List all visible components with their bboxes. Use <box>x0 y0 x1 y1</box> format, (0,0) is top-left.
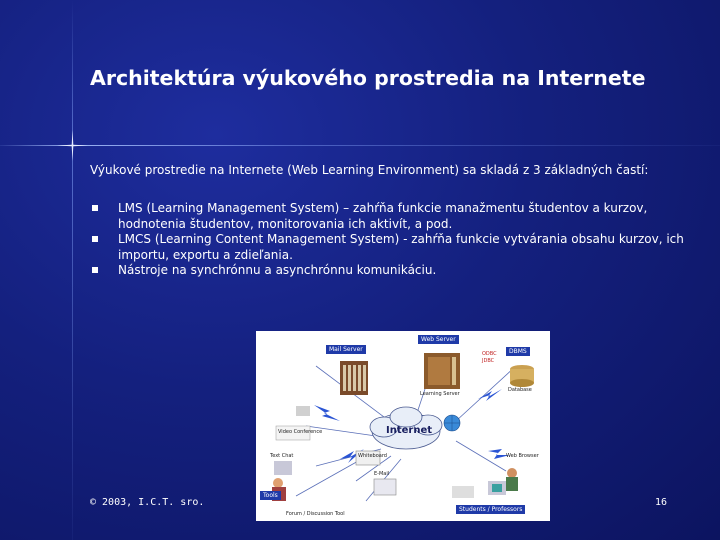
intro-text: Výukové prostredie na Internete (Web Learning Environment) sa skladá z 3 základných častí: <box>90 163 649 177</box>
bullet-item <box>90 232 690 263</box>
forum-label: Forum / Discussion Tool <box>286 511 345 517</box>
e-mail-label: E-Mail <box>374 471 390 477</box>
web-server-label: Web Server <box>418 335 459 344</box>
decorative-vertical-line <box>72 0 73 540</box>
dbms-label: DBMS <box>506 347 530 356</box>
architecture-diagram <box>256 331 550 521</box>
whiteboard-label: Whiteboard <box>358 453 387 459</box>
text-chat-label: Text Chat <box>270 453 294 459</box>
page-number: 16 <box>655 497 668 508</box>
square-bullet-icon <box>92 236 98 242</box>
bullet-text: LMCS (Learning Content Management System) - zahŕňa funkcie vytvárania obsahu kurzov, ich importu, exportu a zdieľania. <box>118 232 684 262</box>
web-browser-label: Web Browser <box>506 453 539 459</box>
odbc-label: ODBC <box>482 351 497 357</box>
bullet-text: Nástroje na synchrónnu a asynchrónnu komunikáciu. <box>118 263 437 277</box>
learning-server-label: Learning Server <box>420 391 460 397</box>
mail-server-label: Mail Server <box>326 345 366 354</box>
video-conference-label: Video Conference <box>278 429 323 435</box>
sparkle-icon <box>57 130 88 161</box>
square-bullet-icon <box>92 267 98 273</box>
internet-label: Internet <box>386 425 433 436</box>
tools-label: Tools <box>260 491 281 500</box>
jdbc-label: JDBC <box>482 358 495 364</box>
database-label: Database <box>508 387 532 393</box>
bullet-list <box>90 201 690 279</box>
slide-title: Architektúra výukového prostredia na Internete <box>90 66 646 90</box>
bullet-item <box>90 201 690 232</box>
bullet-text: LMS (Learning Management System) – zahŕňa funkcie manažmentu študentov a kurzov, hodnotenia študentov, monitorovania ich aktivít, a pod. <box>118 201 648 231</box>
copyright-footer: © 2003, I.C.T. sro. <box>90 497 205 508</box>
decorative-horizontal-line <box>0 145 720 146</box>
bullet-item <box>90 263 690 279</box>
square-bullet-icon <box>92 205 98 211</box>
students-label: Students / Professors <box>456 505 525 514</box>
